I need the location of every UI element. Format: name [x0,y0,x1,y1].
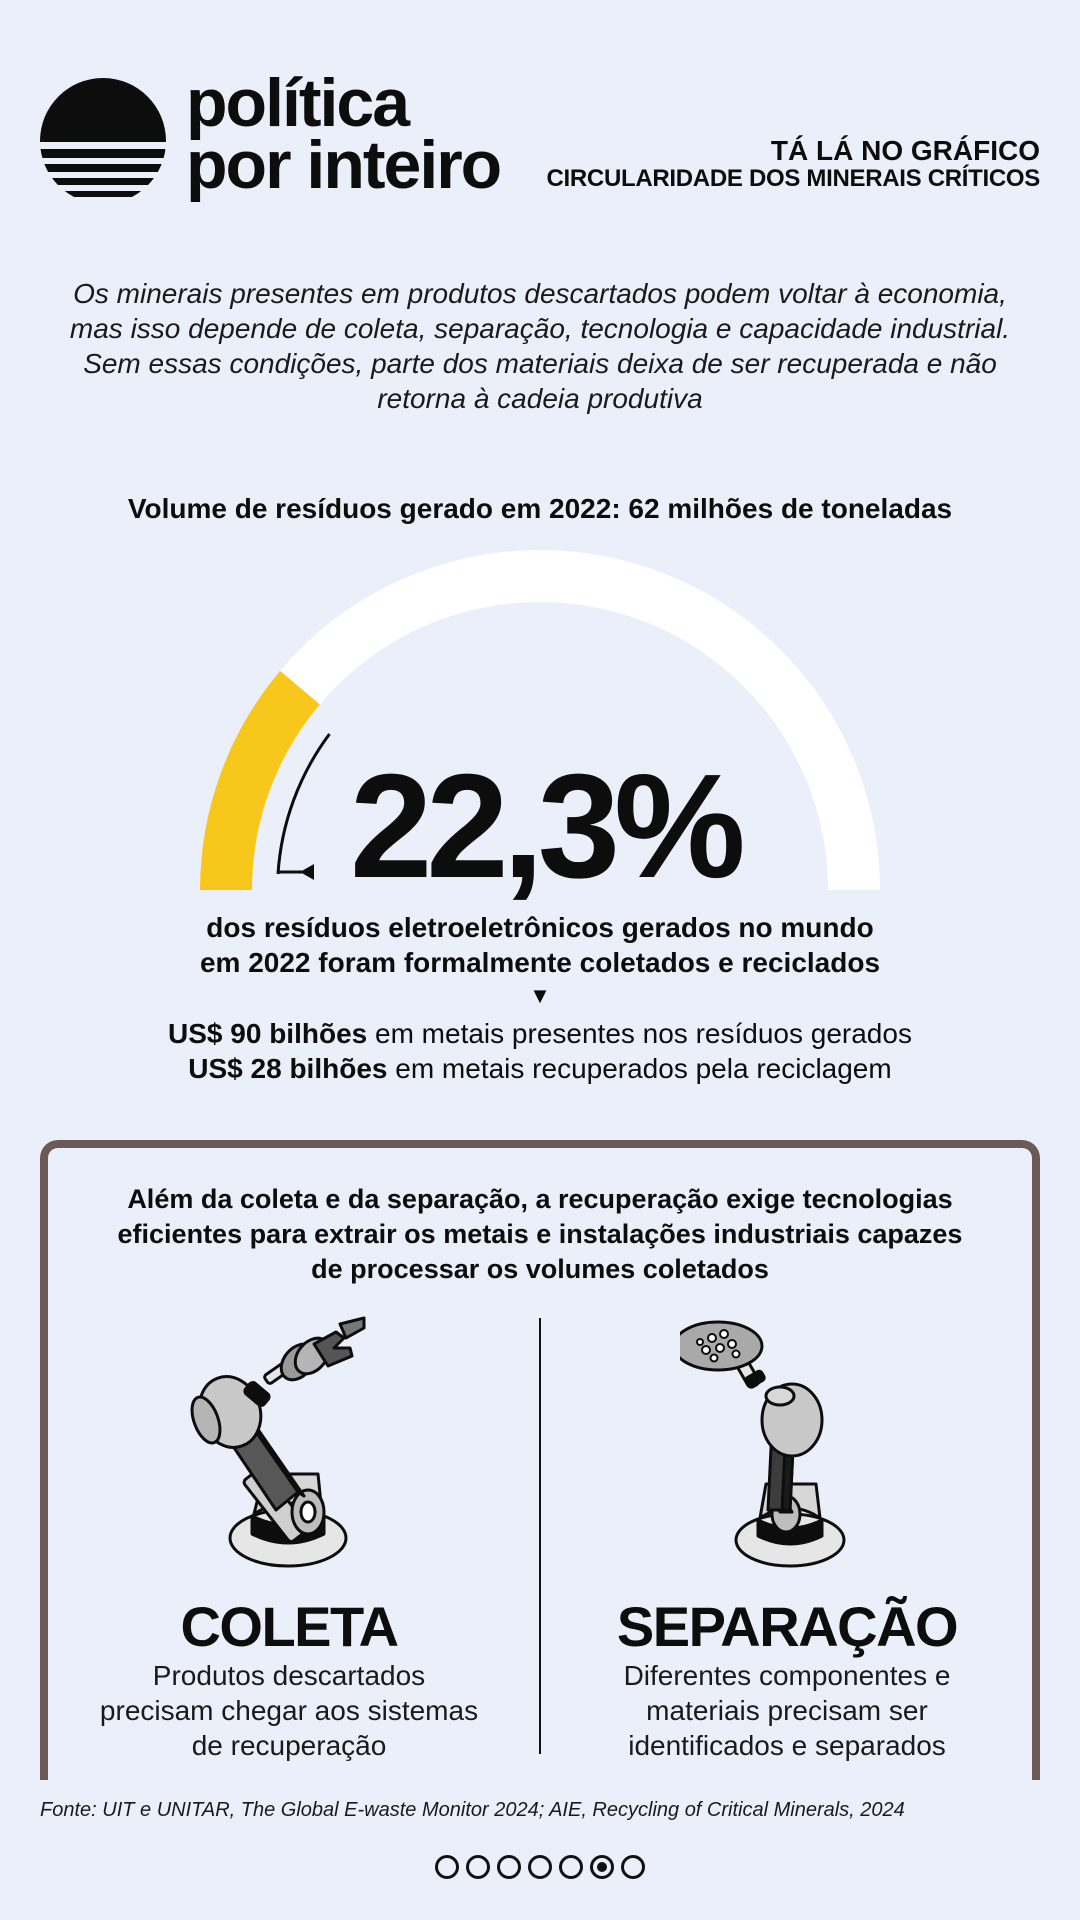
metals-recovered-label: em metais recuperados pela reciclagem [387,1053,892,1084]
header-titles [546,136,1040,192]
gauge-pointer-arc [278,734,329,874]
collection-title: COLETA [180,1595,398,1658]
pager-dot-1[interactable] [435,1855,459,1879]
gauge-caption [40,910,1040,980]
pager-dot-7[interactable] [621,1855,645,1879]
column-divider [539,1318,541,1754]
metals-recovered-value: US$ 28 bilhões [188,1053,388,1084]
header-kicker: TÁ LÁ NO GRÁFICO [770,135,1040,166]
intro-text: Os minerais presentes em produtos descartados podem voltar à economia, mas isso depende de coleta, separação, tecnologia e capacidade industrial. Sem essas condições, parte dos materiais deixa de ser recuperada e não retorna à cadeia produtiva [69,278,1011,414]
metals-values [40,1016,1040,1086]
sunset-stripes-logo [40,78,166,204]
robot-arm-gripper-icon [180,1316,440,1576]
volume-title: Volume de resíduos gerado em 2022: 62 milhões de toneladas [127,493,953,524]
pager-dot-3[interactable] [497,1855,521,1879]
separation-title: SEPARAÇÃO [616,1595,958,1658]
gauge-caption-line-1: dos resíduos eletroeletrônicos gerados no mundo [206,912,874,943]
pager-dot-4[interactable] [528,1855,552,1879]
separation-description: Diferentes componentes e materiais precisam ser identificados e separados [623,1660,951,1761]
metals-generated-value: US$ 90 bilhões [168,1018,368,1049]
brand-line-2: por inteiro [186,127,501,203]
robot-arm-sorting-plate-icon [680,1316,940,1576]
brand-line-1: política [186,65,409,141]
brand-wordmark [186,65,501,203]
pager-dot-2[interactable] [466,1855,490,1879]
header-subtitle: CIRCULARIDADE DOS MINERAIS CRÍTICOS [546,165,1040,192]
metals-generated-label: em metais presentes nos resíduos gerados [367,1018,912,1049]
pager-dot-5[interactable] [559,1855,583,1879]
source-note: Fonte: UIT e UNITAR, The Global E-waste Monitor 2024; AIE, Recycling of Critical Minerals, 2024 [40,1799,905,1821]
carousel-pager [0,1855,1080,1879]
gauge-caption-line-2: em 2022 foram formalmente coletados e reciclados [199,947,881,978]
gauge-fill [226,688,300,890]
pager-dot-6[interactable] [590,1855,614,1879]
collection-description: Produtos descartados precisam chegar aos sistemas de recuperação [99,1660,479,1761]
percent-value: 22,3% [350,744,740,909]
panel-text: Além da coleta e da separação, a recuperação exige tecnologias eficientes para extrair os metais e instalações industriais capazes de processar os volumes coletados [117,1184,963,1284]
down-arrow-icon: ▼ [529,983,551,1008]
